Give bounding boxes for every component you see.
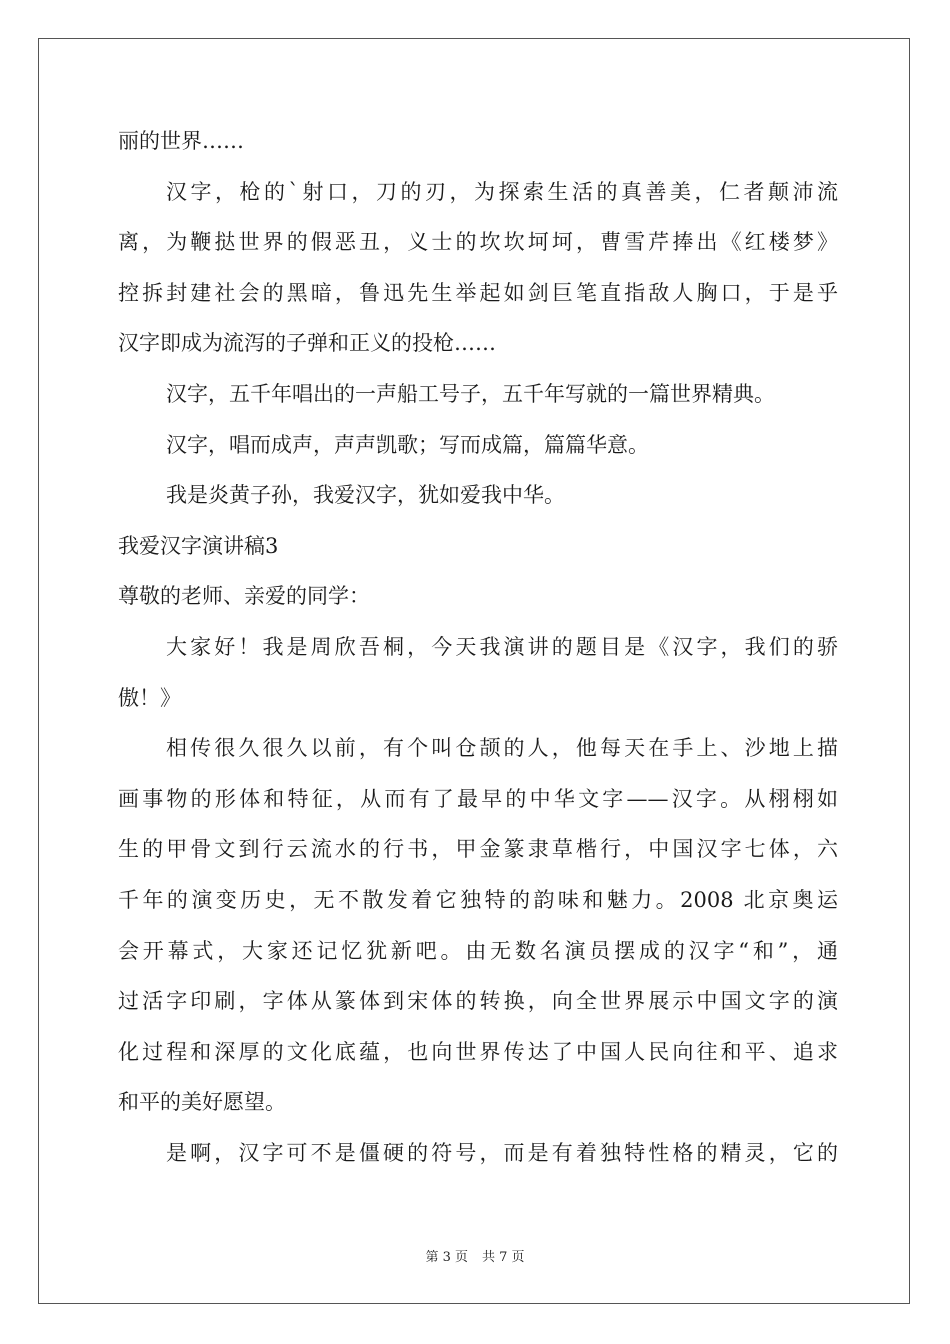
text-line-18: 过活字印刷，字体从篆体到宋体的转换，向全世界展示中国文字的演 [118,989,838,1014]
text-line-13: 相传很久很久以前，有个叫仓颉的人，他每天在手上、沙地上描 [166,736,838,761]
text-line-17: 会开幕式，大家还记忆犹新吧。由无数名演员摆成的汉字“和”，通 [118,938,838,963]
text-line-15: 生的甲骨文到行云流水的行书，甲金篆隶草楷行，中国汉字七体，六 [118,837,838,862]
text-line-3: 离，为鞭挞世界的假恶丑，义士的坎坎坷坷，曹雪芹捧出《红楼梦》 [118,230,838,255]
text-line-7: 汉字，唱而成声，声声凯歌；写而成篇，篇篇华意。 [166,432,649,457]
section-heading: 我爱汉字演讲稿3 [118,533,279,558]
text-line-12: 傲！》 [118,685,181,710]
text-line-8: 我是炎黄子孙，我爱汉字，犹如爱我中华。 [166,483,565,508]
text-line-21: 是啊，汉字可不是僵硬的符号，而是有着独特性格的精灵，它的 [166,1140,838,1165]
text-line-5: 汉字即成为流泻的子弹和正义的投枪…… [118,331,496,356]
document-body [118,126,838,1188]
text-line-19: 化过程和深厚的文化底蕴，也向世界传达了中国人民向往和平、追求 [118,1039,838,1064]
text-line-11: 大家好！我是周欣吾桐，今天我演讲的题目是《汉字，我们的骄 [166,634,838,659]
salutation: 尊敬的老师、亲爱的同学： [118,584,370,609]
text-line-20: 和平的美好愿望。 [118,1090,286,1115]
text-line-1: 丽的世界…… [118,129,244,153]
text-line-6: 汉字，五千年唱出的一声船工号子，五千年写就的一篇世界精典。 [166,381,775,406]
page-footer [0,1250,950,1266]
text-line-4: 控拆封建社会的黑暗，鲁迅先生举起如剑巨笔直指敌人胸口，于是乎 [118,280,838,305]
page-total: 共 7 页 [482,1250,525,1265]
page-number: 第 3 页 [425,1250,468,1265]
text-line-16: 千年的演变历史，无不散发着它独特的韵味和魅力。2008 北京奥运 [118,887,838,912]
text-line-2: 汉字，枪的`射口，刀的刃，为探索生活的真善美，仁者颠沛流 [166,179,838,204]
text-line-14: 画事物的形体和特征，从而有了最早的中华文字——汉字。从栩栩如 [118,786,838,811]
